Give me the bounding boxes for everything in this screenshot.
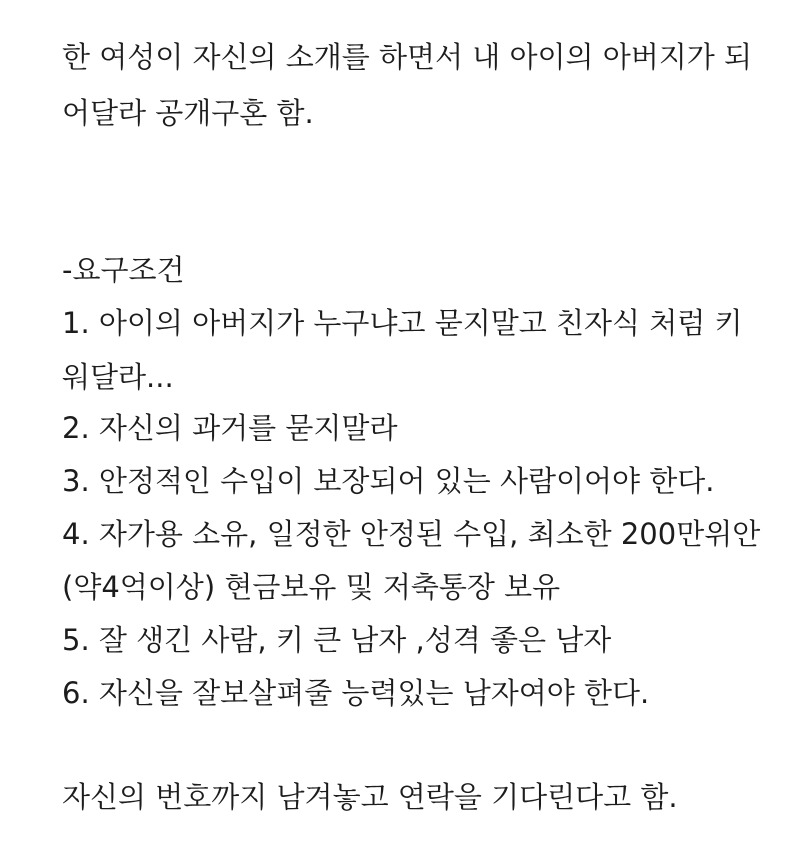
- requirement-item-3: 3. 안정적인 수입이 보장되어 있는 사람이어야 한다.: [62, 464, 715, 498]
- requirement-item-5: 5. 잘 생긴 사람, 키 큰 남자 ,성격 좋은 남자: [62, 623, 612, 657]
- intro-line-1: 한 여성이 자신의 소개를 하면서 내 아이의 아버지가 되: [62, 40, 753, 74]
- requirements-heading: -요구조건: [62, 253, 185, 287]
- closing-line: 자신의 번호까지 남겨놓고 연락을 기다린다고 함.: [62, 780, 678, 814]
- requirement-item-1: 1. 아이의 아버지가 누구냐고 묻지말고 친자식 처럼 키: [62, 306, 743, 340]
- requirement-item-4-continued: (약4억이상) 현금보유 및 저축통장 보유: [62, 570, 561, 604]
- requirement-item-2: 2. 자신의 과거를 묻지말라: [62, 411, 398, 445]
- intro-line-2: 어달라 공개구혼 함.: [62, 96, 314, 130]
- requirement-item-1-continued: 워달라...: [62, 360, 174, 394]
- requirement-item-4: 4. 자가용 소유, 일정한 안정된 수입, 최소한 200만위안: [62, 517, 761, 551]
- requirement-item-6: 6. 자신을 잘보살펴줄 능력있는 남자여야 한다.: [62, 676, 650, 710]
